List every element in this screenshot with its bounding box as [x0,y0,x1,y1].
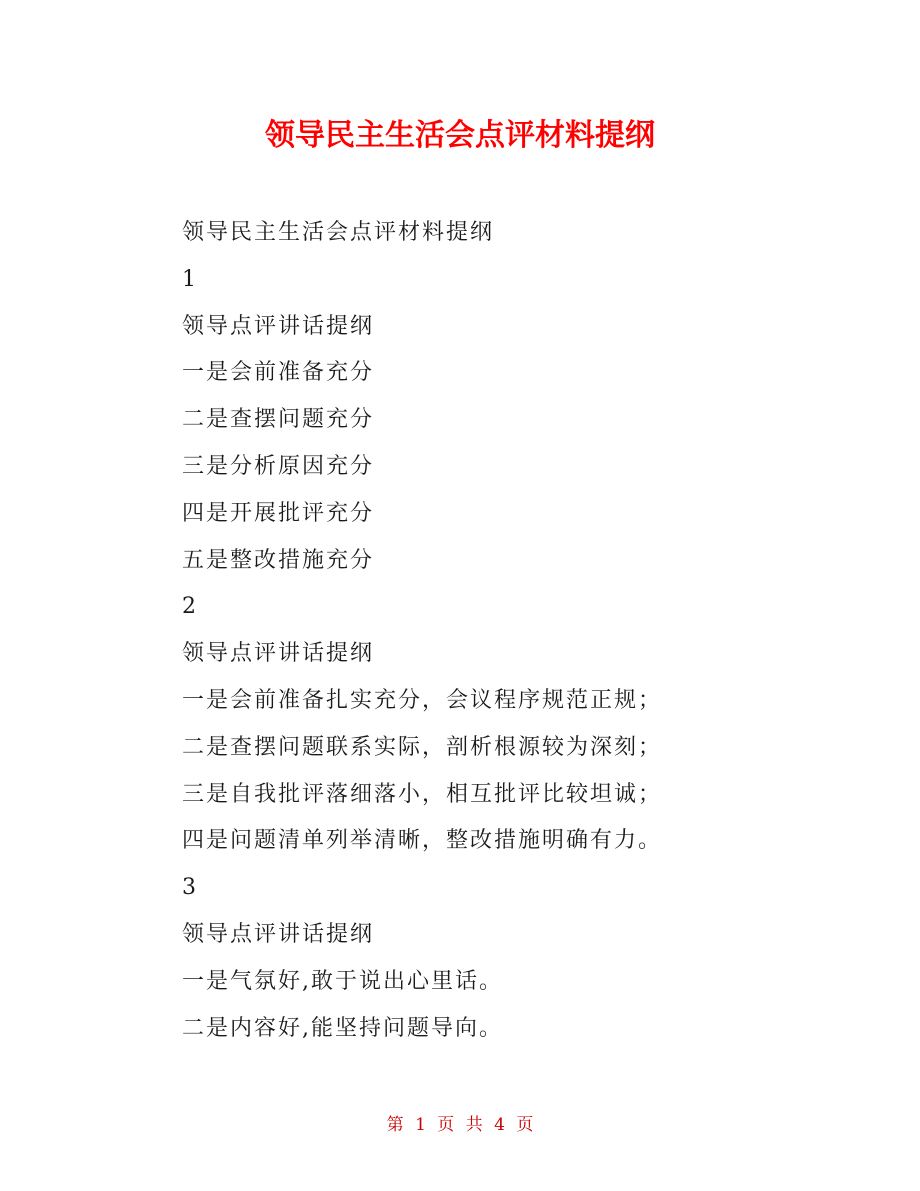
section-number: 1 [182,266,198,292]
body-line: 四是开展批评充分 [182,500,375,526]
body-line: 二是查摆问题充分 [182,407,375,433]
section-number: 3 [182,875,198,901]
document-body [182,210,862,1052]
body-line: 四是问题清单列举清晰，整改措施明确有力。 [182,828,663,854]
section-heading: 领导点评讲话提纲 [182,313,375,339]
section-heading: 领导点评讲话提纲 [182,921,375,947]
body-line: 领导民主生活会点评材料提纲 [182,220,495,245]
body-line: 一是会前准备充分 [182,360,375,386]
body-line: 二是查摆问题联系实际，剖析根源较为深刻； [182,734,663,760]
document-title: 领导民主生活会点评材料提纲 [265,118,655,153]
body-line: 五是整改措施充分 [182,547,375,573]
section-number: 2 [182,594,198,620]
body-line: 一是会前准备扎实充分，会议程序规范正规； [182,687,663,713]
page-footer: 第 1 页 共 4 页 [386,1115,534,1135]
body-line: 三是自我批评落细落小，相互批评比较坦诚； [182,781,663,807]
section-heading: 领导点评讲话提纲 [182,641,375,667]
body-line: 一是气氛好,敢于说出心里话。 [182,968,503,994]
body-line: 三是分析原因充分 [182,453,375,479]
body-line: 二是内容好,能坚持问题导向。 [182,1015,503,1041]
